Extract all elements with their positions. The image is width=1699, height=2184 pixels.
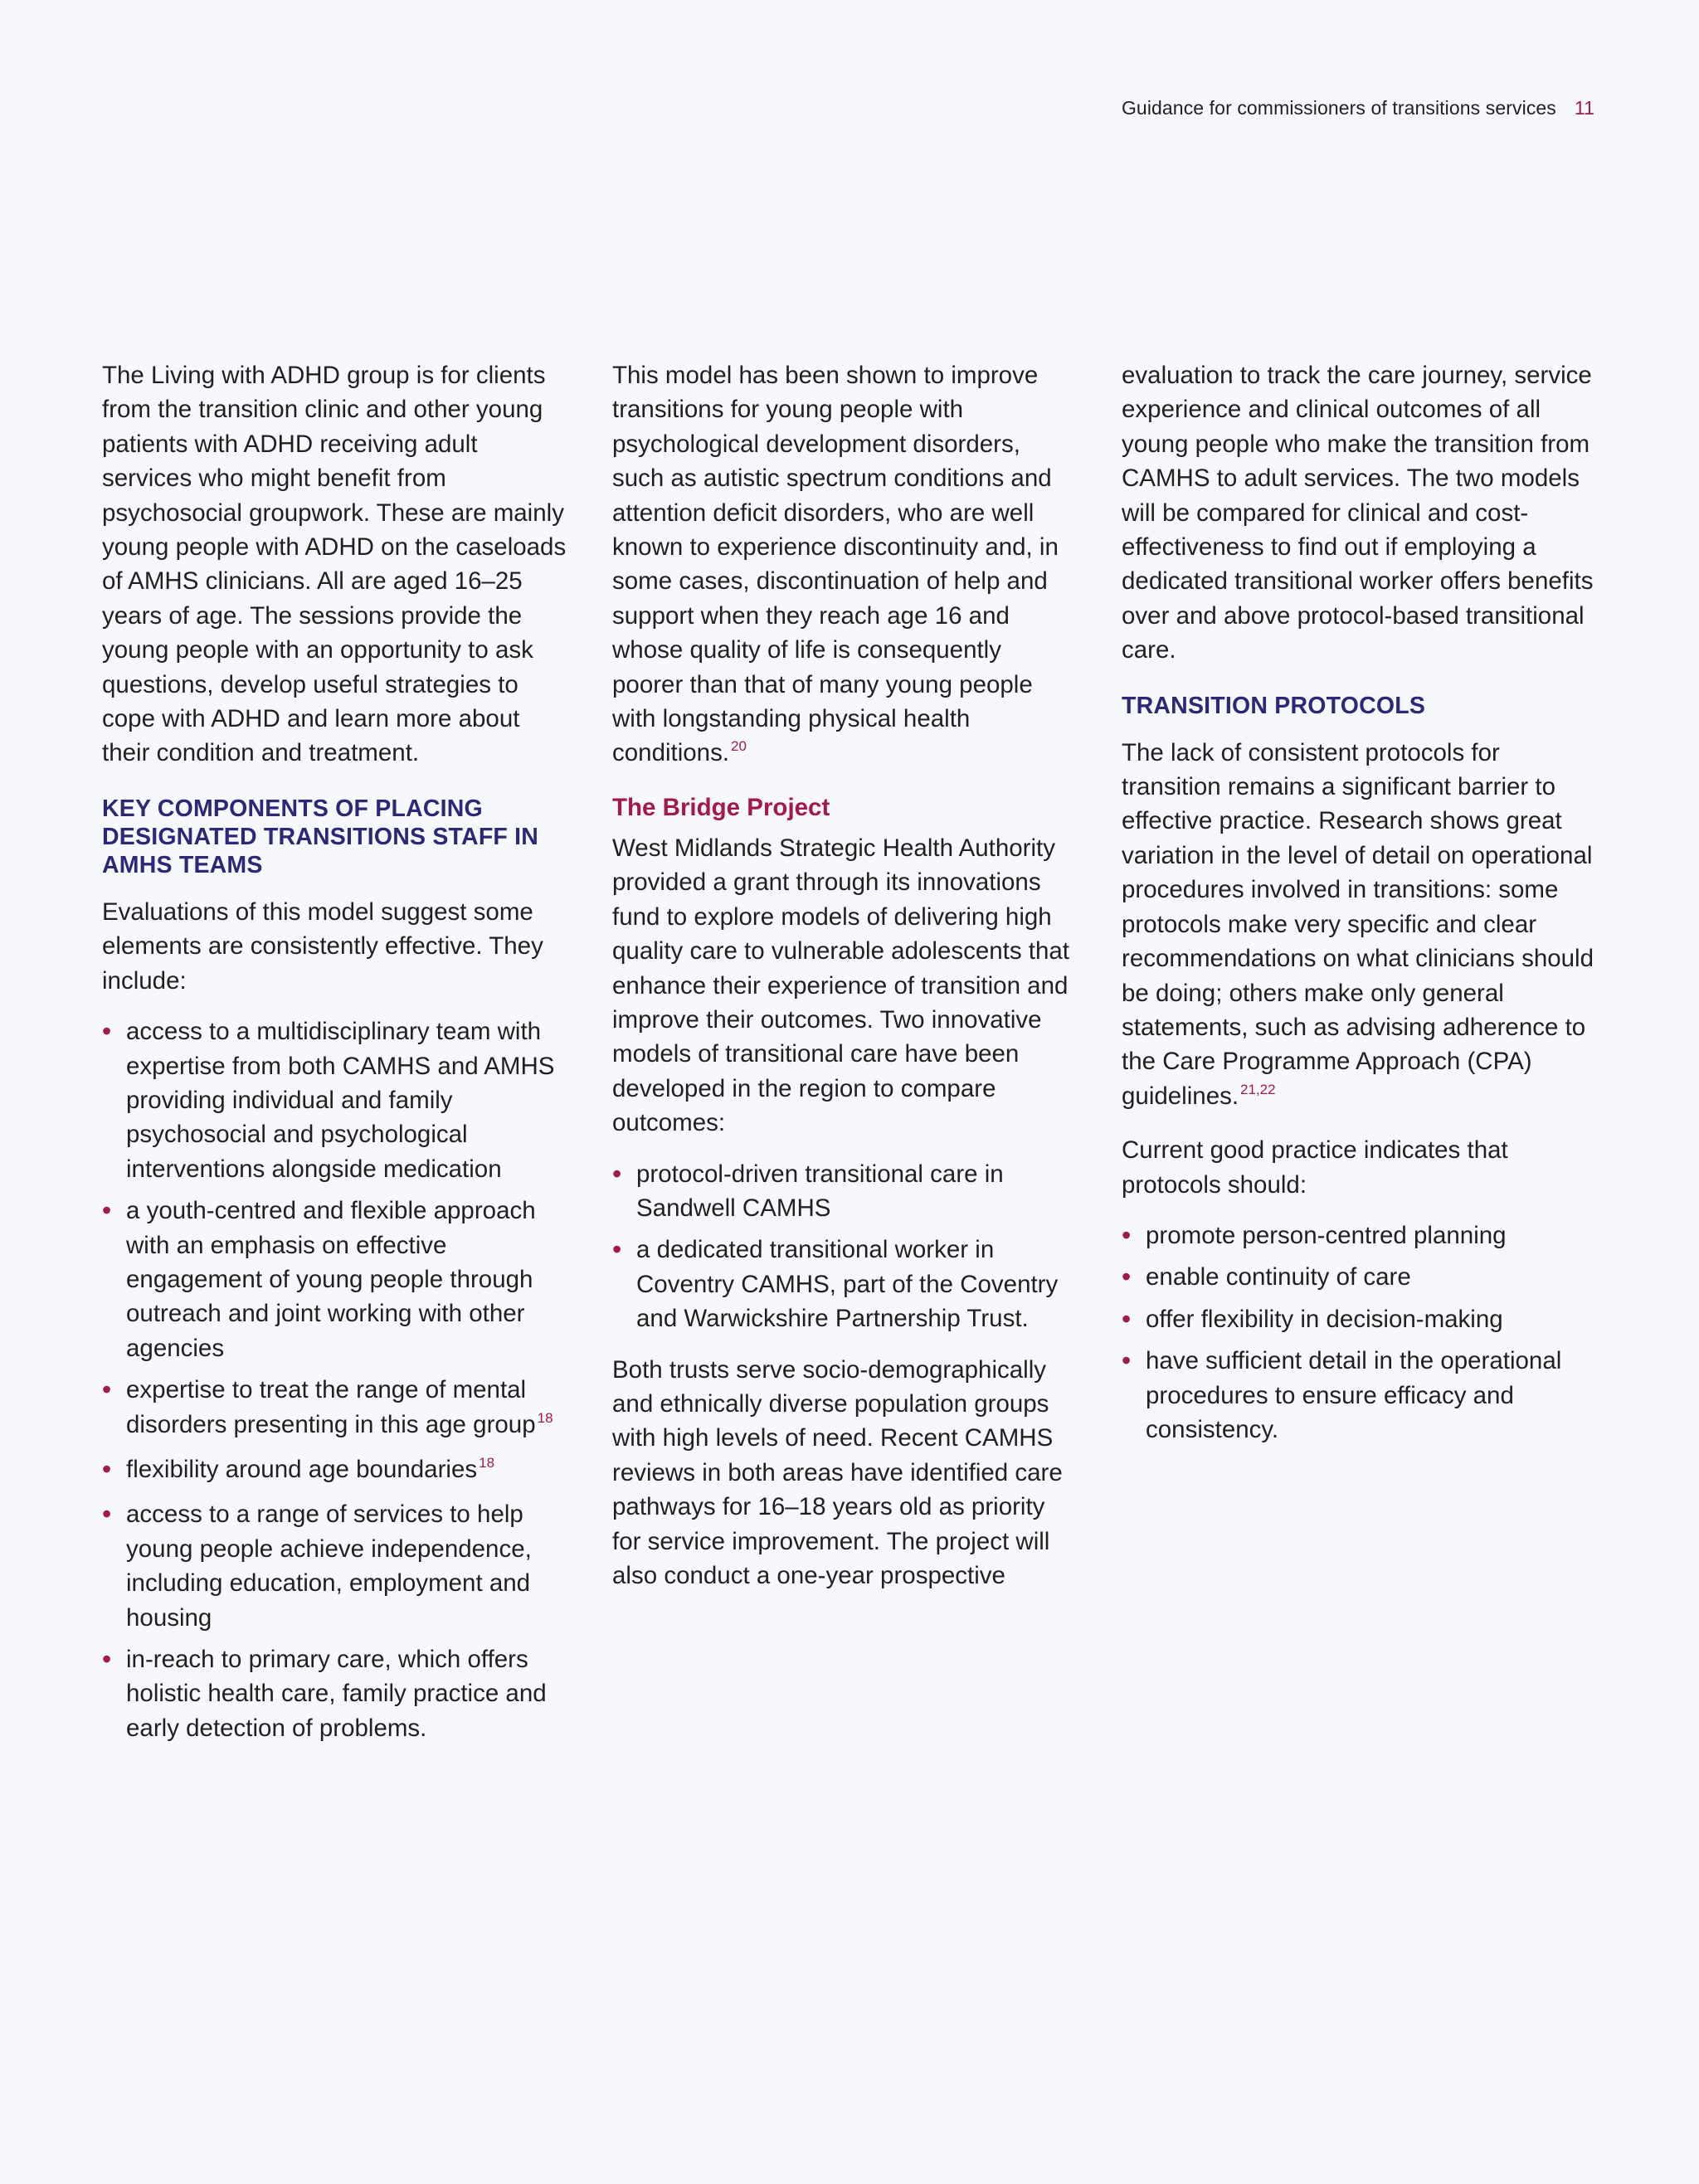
paragraph: This model has been shown to improve transitions for young people with psychological development disorders, such as autistic spectrum conditions and attention deficit disorders, who are well known to experience discontinuity and, in some cases, discontinuation of help and support when they reach age 16 and whose quality of life is consequently poorer than that of many young people with longstanding physical health conditions. $^{20}$ <box>612 362 1059 767</box>
list-item: • enable continuity of care <box>1122 1260 1594 1294</box>
reference-superscript: 18 <box>537 1409 553 1426</box>
column-3 <box>1122 358 1594 1463</box>
paragraph: The Living with ADHD group is for clients from the transition clinic and other young patients with ADHD receiving adult services who might benefit from psychosocial groupwork. These are mainly young people with ADHD on the caseloads of AMHS clinicians. All are aged 16–25 years of age. The sessions provide the young people with an opportunity to ask questions, develop useful strategies to cope with ADHD and learn more about their condition and treatment. <box>102 362 567 767</box>
column-2 <box>612 358 1078 1609</box>
reference-superscript: 21,22 <box>1240 1081 1276 1097</box>
list-item: • a dedicated transitional worker in Coventry CAMHS, part of the Coventry and Warwickshire Partnership Trust. <box>612 1233 1078 1335</box>
running-header-title: Guidance for commissioners of transitions services <box>1121 97 1556 119</box>
list-item: • protocol-driven transitional care in Sandwell CAMHS <box>612 1157 1078 1226</box>
paragraph: West Midlands Strategic Health Authority provided a grant through its innovations fund to explore models of delivering high quality care to vulnerable adolescents that enhance their experience of transition and improve their outcomes. Two innovative models of transitional care have been developed in the region to compare outcomes: <box>612 834 1070 1137</box>
list-item: • in-reach to primary care, which offers holistic health care, family practice and early detection of problems. <box>102 1642 568 1745</box>
reference-superscript: 20 <box>731 738 747 755</box>
bullet-list <box>1122 1218 1594 1447</box>
reference-superscript: 18 <box>479 1454 495 1471</box>
paragraph: Both trusts serve socio-demographically and ethnically diverse population groups with high levels of need. Recent CAMHS reviews in both areas have identified care pathways for 16–18 years old as priority for service improvement. The project will also conduct a one-year prospective <box>612 1355 1063 1589</box>
paragraph: evaluation to track the care journey, service experience and clinical outcomes of all young people who make the transition from CAMHS to adult services. The two models will be compared for clinical and cost-effectiveness to find out if employing a dedicated transitional worker offers benefits over and above protocol-based transitional care. <box>1122 362 1594 664</box>
list-item: • access to a multidisciplinary team with expertise from both CAMHS and AMHS providing individual and family psychosocial and psychological interventions alongside medication <box>102 1014 568 1186</box>
list-item: • have sufficient detail in the operational procedures to ensure efficacy and consistency. <box>1122 1344 1594 1447</box>
bullet-list <box>102 1014 568 1745</box>
section-heading: TRANSITION PROTOCOLS <box>1122 692 1426 719</box>
paragraph: Evaluations of this model suggest some elements are consistently effective. They include: <box>102 897 543 995</box>
running-header <box>1122 97 1594 119</box>
list-item: • a youth-centred and flexible approach with an emphasis on effective engagement of young people through outreach and joint working with other agencies <box>102 1194 568 1365</box>
list-item: • expertise to treat the range of mental disorders presenting in this age group $^{18}$ <box>102 1373 568 1445</box>
list-item: • offer flexibility in decision-making <box>1122 1302 1594 1336</box>
list-item: • access to a range of services to help young people achieve independence, including education, employment and housing <box>102 1497 568 1635</box>
paragraph: Current good practice indicates that protocols should: <box>1122 1136 1508 1199</box>
bullet-list <box>612 1157 1078 1336</box>
section-heading: KEY COMPONENTS OF PLACING DESIGNATED TRANSITIONS STAFF IN AMHS TEAMS <box>102 795 539 878</box>
list-item: • flexibility around age boundaries $^{18}$ <box>102 1452 568 1490</box>
subheading: The Bridge Project <box>612 793 830 821</box>
paragraph: The lack of consistent protocols for transition remains a significant barrier to effective practice. Research shows great variation in the level of detail on operational procedures involved in transitions: some protocols make very specific and clear recommendations on what clinicians should be doing; others make only general statements, such as advising adherence to the Care Programme Approach (CPA) guidelines. $^{21,22}$ <box>1122 738 1594 1110</box>
list-item: • promote person-centred planning <box>1122 1218 1594 1253</box>
page-number: 11 <box>1574 97 1594 119</box>
column-1 <box>102 358 568 1762</box>
